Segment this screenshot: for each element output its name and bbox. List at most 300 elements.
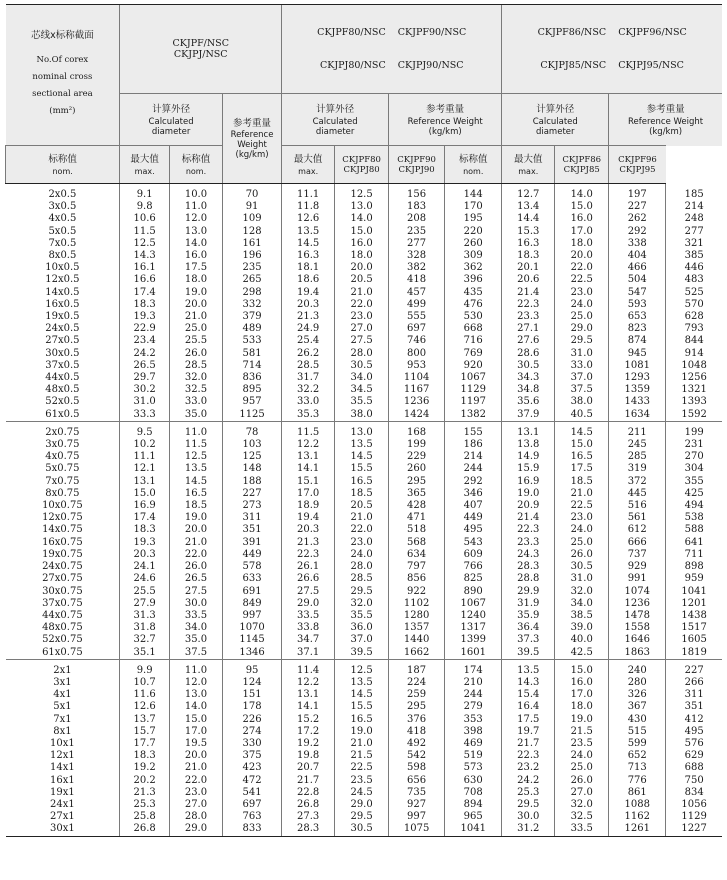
cell-g3-max: 40.5: [555, 409, 609, 422]
cell-g3-max: 29.5: [555, 335, 609, 347]
cell-g2-max: 22.0: [335, 299, 389, 311]
cell-g3-max: 32.0: [555, 799, 609, 811]
cell-core-section: 48x0.5: [45, 384, 80, 396]
nom-en: nom.: [185, 166, 207, 176]
cell-g3-nom: 31.2: [502, 823, 555, 836]
cell-g2-max: 13.0: [335, 201, 389, 213]
cell-g2-nom: 28.3: [282, 823, 335, 836]
group2-ref-weight: [389, 94, 502, 146]
ref-wide-en: Reference Weight: [407, 116, 483, 127]
cell-g3-nom: 24.2: [502, 775, 555, 787]
col-label-core-section: [6, 5, 120, 146]
table-row: [6, 421, 723, 439]
cell-g2-weight-b: 220: [445, 226, 502, 238]
table-row: [6, 561, 723, 573]
cell-core-section: 12x0.75: [42, 512, 83, 524]
cell-g1-nom: 20.3: [120, 549, 170, 561]
cell-g2-weight-b: 186: [445, 439, 502, 451]
cell-g2-weight-b: 244: [445, 463, 502, 475]
cell-g2-max: 22.5: [335, 762, 389, 774]
cell-g3-nom: 37.9: [502, 409, 555, 422]
cell-g1-weight: 472: [222, 775, 281, 787]
table-row: [6, 372, 723, 384]
cell-g3-max: 25.0: [555, 311, 609, 323]
cell-g3-weight-b: 1056: [666, 799, 722, 811]
cell-g1-nom: 14.3: [120, 250, 170, 262]
table-row: [6, 610, 723, 622]
cell-g1-weight: 265: [222, 274, 281, 286]
cell-g1-weight: 298: [222, 287, 281, 299]
cell-core-section: 4x0.5: [48, 213, 77, 225]
cell-g3-nom: 29.5: [502, 799, 555, 811]
cell-g1-nom: 11.6: [120, 689, 170, 701]
table-row: [6, 537, 723, 549]
cell-g3-max: 31.0: [555, 348, 609, 360]
cell-g1-nom: 11.5: [120, 226, 170, 238]
cell-g2-nom: 34.7: [282, 634, 335, 646]
cell-g3-weight-a: 1081: [609, 360, 666, 372]
cell-g2-max: 24.5: [335, 787, 389, 799]
cell-g3-max: 23.0: [555, 287, 609, 299]
cell-g1-max: 11.0: [170, 421, 223, 439]
cell-g3-weight-b: 525: [666, 287, 722, 299]
col-label-en3: sectional area: [32, 89, 93, 99]
ref-cn: 参考重量: [233, 118, 272, 129]
nom-en: nom.: [52, 166, 73, 176]
cell-g2-weight-b: 170: [445, 201, 502, 213]
cell-g1-max: 28.5: [170, 360, 223, 372]
cell-g1-max: 21.0: [170, 537, 223, 549]
table-row: [6, 762, 723, 774]
cell-g3-nom: 27.6: [502, 335, 555, 347]
cable-spec-table: [5, 4, 722, 837]
cell-g2-max: 13.5: [335, 439, 389, 451]
table-row: [6, 586, 723, 598]
cell-g2-nom: 11.4: [282, 659, 335, 677]
cell-g3-nom: 19.0: [502, 488, 555, 500]
cell-g3-weight-b: 959: [666, 573, 722, 585]
cell-g3-max: 24.0: [555, 299, 609, 311]
cell-g2-weight-b: 1399: [445, 634, 502, 646]
cell-g2-weight-a: 735: [389, 787, 445, 799]
max-cn: 最大值: [293, 153, 323, 165]
cell-g2-max: 37.0: [335, 634, 389, 646]
cell-g1-max: 21.0: [170, 762, 223, 774]
cell-core-section: 27x1: [50, 811, 75, 823]
cell-g3-nom: 21.4: [502, 287, 555, 299]
cell-g3-nom: 15.9: [502, 463, 555, 475]
cell-g2-nom: 20.7: [282, 762, 335, 774]
cell-g1-max: 20.0: [170, 299, 223, 311]
cell-g2-nom: 29.0: [282, 598, 335, 610]
cell-g3-nom: 15.3: [502, 226, 555, 238]
group1-ref-weight: [222, 94, 281, 184]
table-row: [6, 512, 723, 524]
cell-core-section: 4x0.75: [45, 451, 80, 463]
cell-g1-max: 26.5: [170, 573, 223, 585]
cell-g2-nom: 17.0: [282, 488, 335, 500]
cell-g3-weight-a: 466: [609, 262, 666, 274]
cell-g3-weight-a: 227: [609, 201, 666, 213]
cell-g2-weight-a: 1662: [389, 647, 445, 660]
cell-g3-max: 40.0: [555, 634, 609, 646]
cell-g1-weight: 997: [222, 610, 281, 622]
cell-g1-max: 12.0: [170, 213, 223, 225]
cell-g1-nom: 21.3: [120, 787, 170, 799]
cell-g2-max: 16.5: [335, 476, 389, 488]
cell-g3-weight-a: 823: [609, 323, 666, 335]
cell-g2-weight-a: 1440: [389, 634, 445, 646]
cell-core-section: 19x0.5: [45, 311, 80, 323]
cell-g3-weight-a: 1162: [609, 811, 666, 823]
max-cn: 最大值: [130, 153, 159, 165]
cell-g3-weight-a: 593: [609, 299, 666, 311]
cell-g3-weight-b: 231: [666, 439, 722, 451]
cell-g1-max: 20.0: [170, 524, 223, 536]
cell-g3-max: 18.0: [555, 238, 609, 250]
cell-g1-weight: 697: [222, 799, 281, 811]
cell-g1-nom: 31.0: [120, 396, 170, 408]
cell-g2-weight-b: 1041: [445, 823, 502, 836]
g2-nom-header: [170, 146, 223, 184]
cell-g2-nom: 11.5: [282, 421, 335, 439]
cell-g3-nom: 14.4: [502, 213, 555, 225]
cell-g2-weight-a: 922: [389, 586, 445, 598]
max-en: max.: [518, 166, 539, 176]
cell-g1-max: 12.0: [170, 677, 223, 689]
group3-calc-diameter: [502, 94, 609, 146]
cell-g3-weight-b: 425: [666, 488, 722, 500]
cell-core-section: 14x0.5: [45, 286, 80, 298]
cell-g1-max: 18.5: [170, 500, 223, 512]
cell-g1-max: 16.5: [170, 488, 223, 500]
table-row: [6, 677, 723, 689]
cell-g2-nom: 35.3: [282, 409, 335, 422]
cell-g1-nom: 12.5: [120, 238, 170, 250]
cell-g3-weight-b: 1041: [666, 586, 722, 598]
table-row: [6, 311, 723, 323]
cell-g2-weight-b: 609: [445, 549, 502, 561]
cell-g2-nom: 18.1: [282, 262, 335, 274]
cell-g1-max: 13.0: [170, 689, 223, 701]
cell-core-section: 52x0.75: [42, 634, 83, 646]
cell-g3-weight-b: 495: [666, 726, 722, 738]
table-row: [6, 573, 723, 585]
cell-g1-nom: 26.5: [120, 360, 170, 372]
cell-g1-weight: 351: [222, 524, 281, 536]
cell-g2-nom: 18.9: [282, 500, 335, 512]
cell-g2-weight-b: 476: [445, 299, 502, 311]
cell-core-section: 12x1: [50, 750, 75, 762]
cell-g2-nom: 18.6: [282, 274, 335, 286]
cell-g2-max: 18.5: [335, 488, 389, 500]
cell-g3-max: 27.0: [555, 787, 609, 799]
cell-g2-nom: 26.1: [282, 561, 335, 573]
cell-g2-weight-a: 295: [389, 476, 445, 488]
cell-g3-weight-a: 1478: [609, 610, 666, 622]
cell-g3-weight-a: 991: [609, 573, 666, 585]
cell-g3-nom: 13.1: [502, 421, 555, 439]
cell-g2-nom: 12.6: [282, 213, 335, 225]
cell-g1-weight: 151: [222, 689, 281, 701]
cell-g2-nom: 21.3: [282, 311, 335, 323]
cell-g1-max: 16.0: [170, 250, 223, 262]
cell-g2-weight-a: 235: [389, 226, 445, 238]
cell-g3-max: 32.0: [555, 586, 609, 598]
w3b-model-2: CKJPJ95: [619, 164, 656, 175]
cell-g1-nom: 25.5: [120, 586, 170, 598]
cell-g3-max: 30.5: [555, 561, 609, 573]
group2-models: [282, 5, 502, 94]
cell-g1-nom: 35.1: [120, 647, 170, 660]
cell-g2-weight-b: 519: [445, 750, 502, 762]
cell-g1-nom: 32.7: [120, 634, 170, 646]
cell-g3-weight-a: 404: [609, 250, 666, 262]
group1-model-a: CKJPF/NSC: [172, 38, 229, 49]
cell-g3-max: 26.0: [555, 549, 609, 561]
table-row: [6, 274, 723, 286]
cell-g1-nom: 19.2: [120, 762, 170, 774]
cell-g2-weight-b: 195: [445, 213, 502, 225]
cell-g2-weight-b: 244: [445, 689, 502, 701]
cell-g3-nom: 24.3: [502, 549, 555, 561]
cell-g2-weight-a: 555: [389, 311, 445, 323]
cell-core-section: 2x1: [6, 659, 120, 677]
cell-g2-nom: 14.1: [282, 463, 335, 475]
cell-g2-max: 23.0: [335, 311, 389, 323]
cell-core-section: 24x0.75: [42, 561, 83, 573]
cell-g1-nom: 16.1: [120, 262, 170, 274]
cell-g3-nom: 14.3: [502, 677, 555, 689]
g3-weight-b-header: [609, 146, 666, 184]
cell-core-section: 8x0.75: [45, 487, 80, 499]
cell-g1-max: 25.0: [170, 323, 223, 335]
group1-model-b: CKJPJ/NSC: [173, 49, 228, 60]
cell-g2-weight-b: 716: [445, 335, 502, 347]
cell-g3-weight-a: 1088: [609, 799, 666, 811]
cell-g2-nom: 33.5: [282, 610, 335, 622]
cell-g1-weight: 274: [222, 726, 281, 738]
cell-g1-weight: 833: [222, 823, 281, 836]
cell-g2-weight-b: 1197: [445, 396, 502, 408]
cell-g1-nom: 27.9: [120, 598, 170, 610]
cell-g1-nom: 12.1: [120, 463, 170, 475]
table-row: [6, 689, 723, 701]
cell-core-section: 5x1: [53, 701, 72, 713]
cell-g1-weight: 227: [222, 488, 281, 500]
cell-g2-weight-b: 708: [445, 787, 502, 799]
cell-g3-max: 18.5: [555, 476, 609, 488]
table-row: [6, 439, 723, 451]
cell-core-section: 52x0.5: [45, 396, 80, 408]
cell-g2-max: 29.5: [335, 811, 389, 823]
cell-g2-weight-a: 568: [389, 537, 445, 549]
cell-g2-weight-b: 1601: [445, 647, 502, 660]
cell-g2-weight-a: 156: [389, 184, 445, 202]
cell-g2-weight-b: 144: [445, 184, 502, 202]
cell-core-section: 4x1: [53, 689, 72, 701]
cell-g1-weight: 273: [222, 500, 281, 512]
cell-g3-max: 24.0: [555, 524, 609, 536]
cell-g1-max: 11.0: [170, 201, 223, 213]
max-cn: 最大值: [514, 153, 543, 165]
cell-g1-weight: 95: [222, 659, 281, 677]
cell-g2-nom: 21.3: [282, 537, 335, 549]
cell-g3-nom: 23.3: [502, 311, 555, 323]
cell-g3-nom: 25.3: [502, 787, 555, 799]
cell-g2-max: 20.5: [335, 274, 389, 286]
cell-g2-nom: 32.2: [282, 384, 335, 396]
cell-g2-weight-b: 353: [445, 714, 502, 726]
cell-g1-max: 17.5: [170, 262, 223, 274]
cell-g1-weight: 633: [222, 573, 281, 585]
cell-g3-weight-b: 898: [666, 561, 722, 573]
cell-g3-nom: 37.3: [502, 634, 555, 646]
cell-g1-weight: 125: [222, 451, 281, 463]
cell-g3-max: 17.5: [555, 463, 609, 475]
cell-g3-max: 42.5: [555, 647, 609, 660]
cell-g2-weight-b: 766: [445, 561, 502, 573]
cell-g3-weight-b: 711: [666, 549, 722, 561]
cell-g2-max: 39.5: [335, 647, 389, 660]
cell-g2-weight-a: 499: [389, 299, 445, 311]
cell-g3-weight-a: 653: [609, 311, 666, 323]
cell-g2-nom: 31.7: [282, 372, 335, 384]
cell-g2-weight-b: 407: [445, 500, 502, 512]
cell-g3-weight-b: 277: [666, 226, 722, 238]
g3-max-header: [502, 146, 555, 184]
cell-g2-weight-a: 746: [389, 335, 445, 347]
cell-g1-nom: 17.7: [120, 738, 170, 750]
cell-g2-nom: 15.1: [282, 476, 335, 488]
cell-g1-nom: 20.2: [120, 775, 170, 787]
cell-g3-weight-a: 713: [609, 762, 666, 774]
cell-g2-nom: 25.4: [282, 335, 335, 347]
table-row: [6, 451, 723, 463]
cell-g3-weight-a: 547: [609, 287, 666, 299]
cell-g2-weight-a: 1357: [389, 622, 445, 634]
group2-calc-diameter: [282, 94, 389, 146]
cell-g1-max: 32.0: [170, 372, 223, 384]
cell-g2-weight-b: 769: [445, 348, 502, 360]
cell-g2-weight-b: 309: [445, 250, 502, 262]
cell-core-section: 5x0.75: [45, 463, 80, 475]
table-row: [6, 348, 723, 360]
cell-g3-nom: 13.8: [502, 439, 555, 451]
cell-g1-weight: 1145: [222, 634, 281, 646]
cell-g1-nom: 16.9: [120, 500, 170, 512]
cell-g2-weight-a: 457: [389, 287, 445, 299]
cell-g1-nom: 18.3: [120, 524, 170, 536]
cell-g2-weight-a: 1102: [389, 598, 445, 610]
cell-g2-weight-b: 396: [445, 274, 502, 286]
cell-g2-max: 13.5: [335, 677, 389, 689]
cell-g1-nom: 19.3: [120, 537, 170, 549]
g1-max-header: [120, 146, 170, 184]
cell-g3-max: 31.0: [555, 573, 609, 585]
cell-g1-weight: 581: [222, 348, 281, 360]
cell-g3-max: 39.0: [555, 622, 609, 634]
col-label-en2: nominal cross: [32, 72, 93, 82]
w3a-model-2: CKJPJ85: [563, 164, 600, 175]
calc-en1: Calculated: [532, 116, 578, 127]
cell-g2-weight-b: 825: [445, 573, 502, 585]
cell-core-section: 37x0.75: [42, 597, 83, 609]
cell-g2-weight-a: 697: [389, 323, 445, 335]
cell-g2-weight-b: 346: [445, 488, 502, 500]
max-en: max.: [134, 166, 155, 176]
cell-g3-weight-a: 945: [609, 348, 666, 360]
table-header: [6, 5, 723, 184]
cell-g2-max: 28.0: [335, 561, 389, 573]
cell-g1-max: 19.0: [170, 512, 223, 524]
cell-core-section: 7x1: [53, 713, 72, 725]
cell-g3-weight-b: 270: [666, 451, 722, 463]
cell-g3-weight-a: 280: [609, 677, 666, 689]
group1-models: [120, 5, 282, 94]
group2-model-b: CKJPJ80/NSC CKJPJ90/NSC: [319, 60, 464, 71]
cell-core-section: 16x0.75: [42, 536, 83, 548]
group3-model-b: CKJPJ85/NSC CKJPJ95/NSC: [540, 60, 684, 71]
cell-g2-nom: 19.4: [282, 287, 335, 299]
group2-model-a: CKJPF80/NSC CKJPF90/NSC: [317, 27, 467, 38]
cell-g3-nom: 34.8: [502, 384, 555, 396]
cell-core-section: 8x1: [53, 725, 72, 737]
table-row: [6, 488, 723, 500]
cell-g2-weight-a: 634: [389, 549, 445, 561]
cell-g2-max: 14.0: [335, 213, 389, 225]
cell-g3-max: 37.0: [555, 372, 609, 384]
cell-g3-weight-a: 737: [609, 549, 666, 561]
g3-weight-a-header: [555, 146, 609, 184]
cell-g2-weight-a: 418: [389, 274, 445, 286]
cell-g3-max: 34.0: [555, 598, 609, 610]
cell-g2-weight-a: 295: [389, 701, 445, 713]
calc-en2: diameter: [315, 126, 355, 137]
cell-core-section: 30x1: [6, 823, 120, 836]
cell-g1-weight: 226: [222, 714, 281, 726]
cell-g3-nom: 35.9: [502, 610, 555, 622]
cell-g3-weight-b: 248: [666, 213, 722, 225]
table-row: [6, 463, 723, 475]
cell-g1-weight: 235: [222, 262, 281, 274]
cell-g1-nom: 33.3: [120, 409, 170, 422]
cell-g2-nom: 14.1: [282, 701, 335, 713]
cell-g1-nom: 25.8: [120, 811, 170, 823]
cell-g1-max: 27.0: [170, 799, 223, 811]
cell-g1-weight: 895: [222, 384, 281, 396]
table-row: [6, 811, 723, 823]
cell-g3-nom: 35.6: [502, 396, 555, 408]
cell-g2-weight-b: 260: [445, 238, 502, 250]
cell-g1-nom: 9.5: [120, 421, 170, 439]
cell-g3-weight-b: 1438: [666, 610, 722, 622]
cell-g1-weight: 578: [222, 561, 281, 573]
cell-g2-nom: 33.0: [282, 396, 335, 408]
cell-g3-weight-a: 326: [609, 689, 666, 701]
cell-g3-max: 24.0: [555, 750, 609, 762]
cell-g2-max: 30.5: [335, 823, 389, 836]
ref-en1: Reference: [230, 130, 274, 140]
cell-g2-nom: 17.2: [282, 726, 335, 738]
cell-g2-weight-b: 1067: [445, 372, 502, 384]
cell-g2-weight-a: 1280: [389, 610, 445, 622]
cell-g2-nom: 20.3: [282, 524, 335, 536]
cell-g2-nom: 26.8: [282, 799, 335, 811]
cell-g3-weight-a: 1293: [609, 372, 666, 384]
cell-g1-weight: 178: [222, 701, 281, 713]
cell-g3-max: 22.5: [555, 500, 609, 512]
